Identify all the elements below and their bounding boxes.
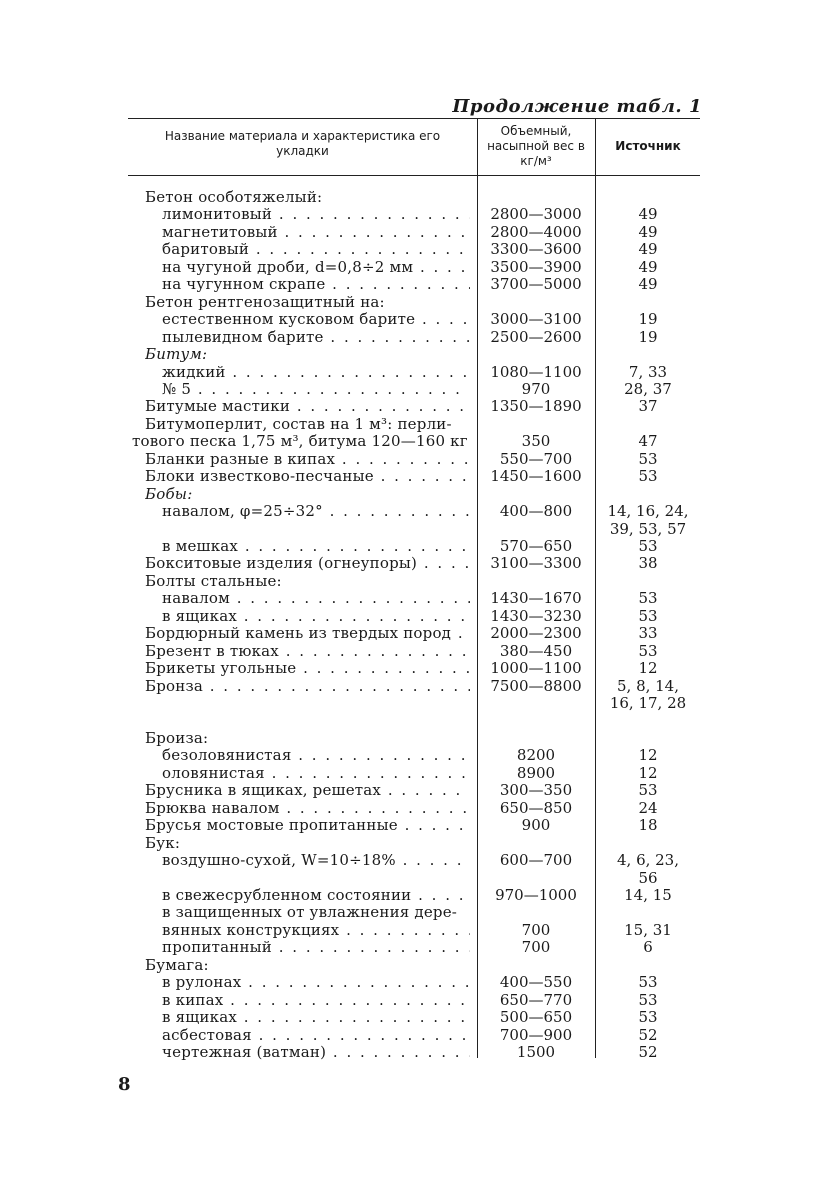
table-continuation-title: Продолжение табл. 1: [452, 96, 702, 117]
source-value: 4, 6, 23,: [616, 851, 679, 870]
bulk-weight-value: 300—350: [499, 781, 573, 800]
source-value: 49: [638, 222, 658, 241]
material-name: на чугуной дроби, d=0,8÷2 мм . . .: [162, 259, 470, 276]
source-value: 19: [638, 327, 658, 346]
table-row: [0, 1009, 840, 1026]
table-row: [0, 503, 840, 520]
source-value: 53: [638, 641, 658, 660]
material-name: Брезент в тюках . . .: [145, 643, 470, 660]
table-row: [0, 189, 840, 206]
source-value: 53: [638, 973, 658, 992]
material-name: безоловянистая . . .: [162, 747, 470, 764]
material-name: Битумые мастики . . .: [145, 398, 470, 415]
bulk-weight-value: 8200: [516, 746, 556, 765]
material-name: пылевидном барите . . .: [162, 329, 470, 346]
source-value: 53: [638, 537, 658, 555]
material-name: Бумага:: [145, 956, 209, 974]
table-row: [0, 433, 840, 450]
material-name: лимонитовый . . .: [162, 206, 470, 223]
bulk-weight-value: 7500—8800: [490, 676, 582, 695]
bulk-weight-value: 2000—2300: [490, 624, 582, 643]
material-name: Бетон рентгенозащитный на:: [145, 293, 385, 311]
material-name: Бетон особотяжелый:: [145, 189, 323, 206]
table-row: [0, 678, 840, 695]
bulk-weight-value: 2500—2600: [490, 327, 582, 346]
source-value: 19: [638, 310, 658, 329]
source-value: 52: [638, 1043, 658, 1062]
material-name: Бланки разные в кипах . . .: [145, 451, 470, 468]
bulk-weight-value: 350: [521, 432, 551, 451]
material-name: вянных конструкциях . . .: [162, 922, 470, 939]
source-value: 53: [638, 449, 658, 468]
source-value: 53: [638, 467, 658, 486]
source-value: 56: [638, 868, 658, 887]
table-row: [0, 416, 840, 433]
table-row: [0, 974, 840, 991]
source-value: 33: [638, 624, 658, 643]
material-name: в ящиках . . .: [162, 1009, 470, 1026]
bulk-weight-value: 700: [521, 920, 551, 939]
table-row: [0, 521, 840, 538]
source-value: 53: [638, 990, 658, 1009]
material-name: № 5 . . .: [162, 381, 470, 398]
bulk-weight-value: 700: [521, 938, 551, 957]
table-row: [0, 1044, 840, 1061]
table-row: [0, 835, 840, 852]
material-name: Битумоперлит, состав на 1 м³: перли-: [145, 415, 452, 433]
material-name: магнетитовый . . .: [162, 224, 470, 241]
header-source: Источник: [615, 139, 681, 153]
bulk-weight-value: 3700—5000: [490, 275, 582, 294]
header-material-name: Название материала и характеристика его укладки: [164, 129, 441, 158]
source-value: 12: [638, 746, 658, 765]
bulk-weight-value: 3500—3900: [490, 257, 582, 276]
bulk-weight-value: 500—650: [499, 1008, 573, 1027]
bulk-weight-value: 3000—3100: [490, 310, 582, 329]
table-row: [0, 224, 840, 241]
source-value: 6: [643, 938, 653, 957]
table-row: [0, 747, 840, 764]
source-value: 39, 53, 57: [609, 519, 687, 538]
table-row: [0, 555, 840, 572]
material-name: Болты стальные:: [145, 572, 282, 590]
source-value: 49: [638, 205, 658, 224]
table-row: [0, 625, 840, 642]
table-row: [0, 852, 840, 869]
material-name: пропитанный . . .: [162, 939, 470, 956]
table-row: [0, 782, 840, 799]
source-value: 15, 31: [624, 920, 672, 939]
source-value: 12: [638, 659, 658, 678]
table-row: [0, 451, 840, 468]
table-row: [0, 259, 840, 276]
table-row: [0, 538, 840, 555]
bulk-weight-value: 900: [521, 816, 551, 835]
source-value: 14, 15: [624, 886, 672, 904]
table-row: [0, 695, 840, 712]
material-name: жидкий . . .: [162, 364, 470, 381]
table-row: [0, 329, 840, 346]
bulk-weight-value: 3300—3600: [490, 240, 582, 259]
source-value: 53: [638, 606, 658, 625]
header-bottom-rule: [128, 175, 700, 176]
material-name: Бобы:: [145, 485, 193, 503]
table-row: [0, 608, 840, 625]
source-value: 49: [638, 257, 658, 276]
bulk-weight-value: 1080—1100: [490, 362, 582, 381]
table-row: [0, 939, 840, 956]
bulk-weight-value: 600—700: [499, 851, 573, 870]
material-name: Брюква навалом . . .: [145, 800, 470, 817]
table-row: [0, 364, 840, 381]
table-row: [0, 765, 840, 782]
bulk-weight-value: 400—550: [499, 973, 573, 992]
table-row: [0, 870, 840, 887]
source-value: 18: [638, 816, 658, 835]
table-row: [0, 992, 840, 1009]
table-row: [0, 398, 840, 415]
material-name: навалом, φ=25÷32° . . .: [162, 503, 470, 520]
material-name: Брикеты угольные . . .: [145, 660, 470, 677]
table-row: [0, 346, 840, 363]
material-name: навалом . . .: [162, 590, 470, 607]
table-row: [0, 276, 840, 293]
table-row: [0, 573, 840, 590]
table-row: [0, 957, 840, 974]
source-value: 28, 37: [624, 379, 672, 398]
table-row: [0, 713, 840, 730]
source-value: 24: [638, 798, 658, 817]
table-row: [0, 730, 840, 747]
bulk-weight-value: 700—900: [499, 1025, 573, 1044]
source-value: 49: [638, 240, 658, 259]
material-name: в свежесрубленном состоянии . . .: [162, 887, 470, 904]
bulk-weight-value: 650—770: [499, 990, 573, 1009]
bulk-weight-value: 1450—1600: [490, 467, 582, 486]
source-value: 37: [638, 397, 658, 416]
table-row: [0, 887, 840, 904]
page-number: 8: [118, 1074, 131, 1095]
material-name: Брусья мостовые пропитанные . . .: [145, 817, 470, 834]
source-value: 12: [638, 763, 658, 782]
material-name: естественном кусковом барите . . .: [162, 311, 470, 328]
bulk-weight-value: 970: [521, 379, 551, 398]
table-row: [0, 241, 840, 258]
material-name: Блоки известково-песчаные . . .: [145, 468, 470, 485]
bulk-weight-value: 1430—3230: [490, 606, 582, 625]
bulk-weight-value: 1500: [516, 1043, 556, 1062]
bulk-weight-value: 1430—1670: [490, 589, 582, 608]
material-name: Бордюрный камень из твердых пород . . .: [145, 625, 470, 642]
material-name: в рулонах . . .: [162, 974, 470, 991]
source-value: 49: [638, 275, 658, 294]
table-row: [0, 311, 840, 328]
table-row: [0, 1027, 840, 1044]
table-row: [0, 468, 840, 485]
table-row: [0, 643, 840, 660]
source-value: 38: [638, 554, 658, 573]
material-name: Бук:: [145, 834, 181, 852]
material-name: Битум:: [145, 346, 208, 364]
table-row: [0, 486, 840, 503]
bulk-weight-value: 1000—1100: [490, 659, 582, 678]
bulk-weight-value: 400—800: [499, 502, 573, 521]
source-value: 52: [638, 1025, 658, 1044]
source-value: 53: [638, 1008, 658, 1027]
bulk-weight-value: 570—650: [499, 537, 573, 555]
source-value: 7, 33: [628, 362, 668, 381]
source-value: 14, 16, 24,: [607, 502, 689, 521]
material-name: Бокситовые изделия (огнеупоры) . . .: [145, 555, 470, 572]
material-name: баритовый . . .: [162, 241, 470, 258]
source-value: 5, 8, 14,: [616, 676, 679, 695]
bulk-weight-value: 650—850: [499, 798, 573, 817]
table-row: [0, 206, 840, 223]
table-row: [0, 817, 840, 834]
bulk-weight-value: 1350—1890: [490, 397, 582, 416]
table-row: [0, 904, 840, 921]
bulk-weight-value: 3100—3300: [490, 554, 582, 573]
table-top-rule: [128, 118, 700, 119]
table-row: [0, 800, 840, 817]
header-bulk-weight: Объемный, насыпной вес в кг/м³: [487, 124, 585, 168]
table-row: [0, 590, 840, 607]
material-name: на чугунном скрапе . . .: [162, 276, 470, 293]
material-name: в ящиках . . .: [162, 608, 470, 625]
material-name: Броиза:: [145, 729, 209, 747]
bulk-weight-value: 970—1000: [495, 886, 577, 904]
table-row: [0, 922, 840, 939]
table-row: [0, 381, 840, 398]
source-value: 53: [638, 589, 658, 608]
material-name: в мешках . . .: [162, 538, 470, 555]
bulk-weight-value: 550—700: [499, 449, 573, 468]
source-value: 16, 17, 28: [609, 694, 687, 713]
table-row: [0, 660, 840, 677]
material-name: в кипах . . .: [162, 992, 470, 1009]
bulk-weight-value: 380—450: [499, 641, 573, 660]
material-name: оловянистая . . .: [162, 765, 470, 782]
bulk-weight-value: 2800—3000: [490, 205, 582, 224]
material-name: асбестовая . . .: [162, 1027, 470, 1044]
bulk-weight-value: 2800—4000: [490, 222, 582, 241]
material-name: в защищенных от увлажнения дере-: [162, 904, 458, 922]
source-value: 53: [638, 781, 658, 800]
material-name: чертежная (ватман) . . .: [162, 1044, 470, 1061]
material-name: Брусника в ящиках, решетах . . .: [145, 782, 470, 799]
material-name: воздушно-сухой, W=10÷18% . . .: [162, 852, 470, 869]
table-row: [0, 294, 840, 311]
material-name: тового песка 1,75 м³, битума 120—160 кг: [132, 433, 468, 451]
source-value: 47: [638, 432, 658, 451]
bulk-weight-value: 8900: [516, 763, 556, 782]
material-name: Бронза . . .: [145, 678, 470, 695]
